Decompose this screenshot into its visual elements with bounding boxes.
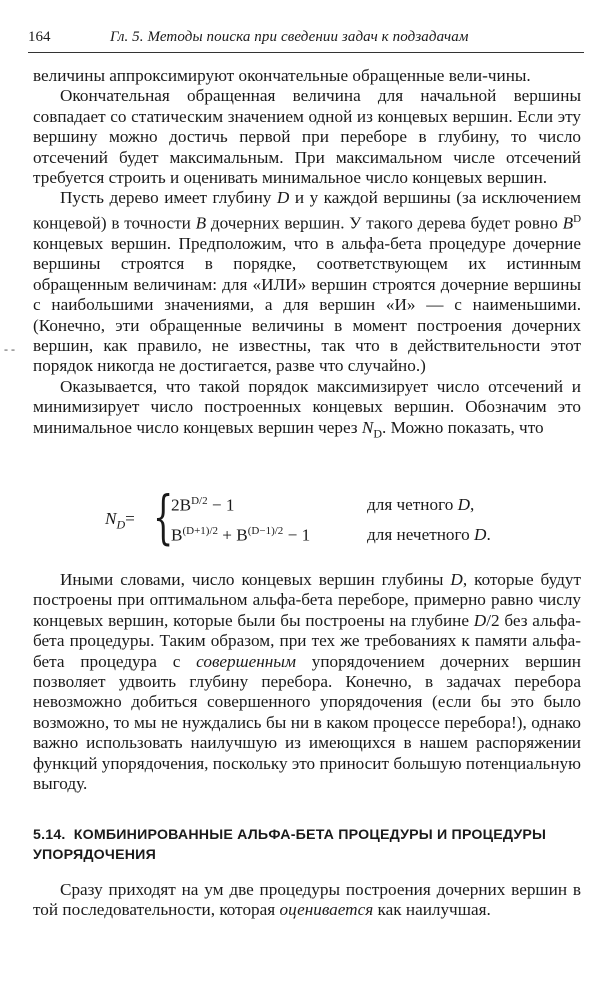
page-header	[28, 26, 588, 48]
page-number: 164	[28, 29, 51, 45]
middle-paragraph: Иными словами, число концевых вершин глубины D, которые будут построены при оптимальном альфа-бета переборе, примерно равно числу концевых вершин, которые были бы построены на глубине D/2 без альфа-бета процедуры. Таким образом, при тех же требованиях к памяти альфа-бета процедура с совершенным упорядочением дочерних вершин позволяет удвоить глубину перебора. Конечно, в задачах перебора невозможно добиться совершенного упорядочения (если бы это было возможно, то мы не нуждались бы ни в каком процессе перебора!), однако важно использовать наилучшую из имеющихся в нашем распоряжении функций упорядочения, поскольку это приносит большую потенциальную выгоду.	[33, 570, 582, 794]
formula-nd	[105, 483, 545, 552]
header-rule	[28, 52, 584, 53]
top-paragraph: Оказывается, что такой порядок максимизирует число отсечений и минимизирует число построенных концевых вершин. Обозначим это минимальное число концевых вершин через $N_D$. Можно показать, что	[33, 376, 581, 441]
body-text-top	[33, 66, 581, 443]
curly-brace: {	[153, 483, 174, 551]
margin-mark: - -	[4, 342, 15, 356]
formula-case1-condition: для четного D,	[367, 495, 475, 514]
body-text-bottom	[33, 880, 581, 921]
body-text-middle	[33, 570, 581, 794]
top-paragraph: Окончательная обращенная величина для начальной вершины совпадает со статическим значением одной из концевых вершин. Если эту вершину можно достичь первой при переборе в глубину, то число отсечений будет максимальным. При максимальном числе отсечений требуется строить и оценивать минимальное число концевых вершин.	[33, 86, 581, 188]
bottom-paragraph: Сразу приходят на ум две процедуры построения дочерних вершин в той последовательности, которая оценивается как наилучшая.	[33, 880, 581, 920]
section-title: КОМБИНИРОВАННЫЕ АЛЬФА-БЕТА ПРОЦЕДУРЫ И ПРОЦЕДУРЫ УПОРЯДОЧЕНИЯ	[33, 827, 547, 863]
formula-case1-expr: $2B^{D/2} - 1$	[171, 495, 235, 515]
running-title: Гл. 5. Методы поиска при сведении задач к подзадачам	[110, 29, 469, 45]
section-number: 5.14.	[33, 827, 66, 843]
section-heading	[33, 825, 581, 865]
formula-case2-condition: для нечетного D.	[367, 525, 491, 544]
top-paragraph: величины аппроксимируют окончательные обращенные вели-чины.	[33, 66, 531, 85]
formula-lhs: $N_D=$	[105, 509, 135, 532]
formula-case2-expr: $B^{(D+1)/2} + B^{(D-1)/2} - 1$	[171, 525, 311, 545]
top-paragraph: Пусть дерево имеет глубину D и у каждой вершины (за исключением концевой) в точности B дочерних вершин. У такого дерева будет ровно $B^D$ концевых вершин. Предположим, что в альфа-бета процедуре дочерние вершины строятся в порядке, соответствующем их истинным обращенным величинам: для «ИЛИ» вершин строятся дочерние вершины с наибольшими значениями, а для вершин «И» — с наименьшими. (Конечно, эти обращенные величины в момент построения дочерних вершин, как правило, не известны, так что в действительности этот порядок никогда не достигается, разве что случайно.)	[33, 188, 582, 376]
